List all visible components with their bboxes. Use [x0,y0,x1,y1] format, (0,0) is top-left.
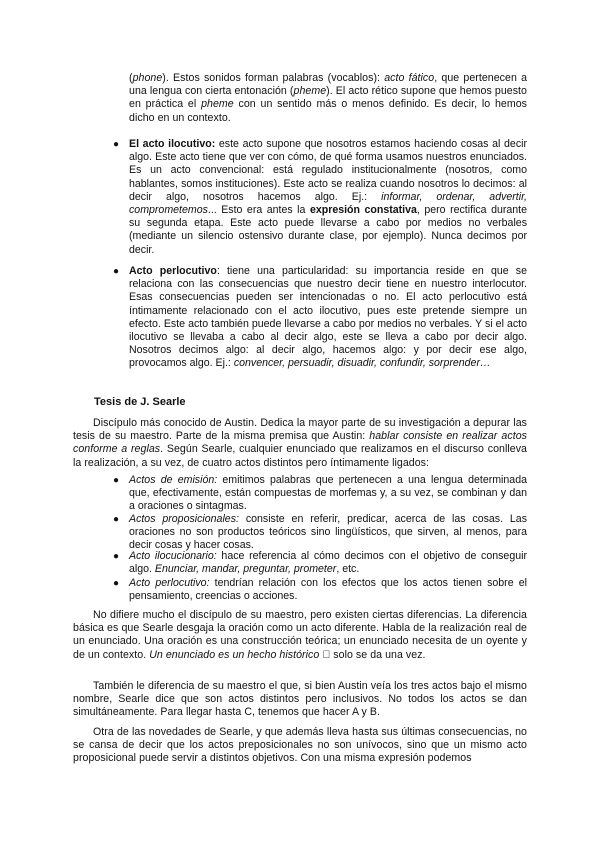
bullet-dot: ● [113,551,120,562]
bullet-perlocutionary-searle: Acto perlocutivo: tendrían relación con los efectos que los actos tienen sobre el pensamiento, creencias o acciones. [129,577,527,603]
paragraph-differences: No difiere mucho el discípulo de su maestro, pero existen ciertas diferencias. La diferencia básica es que Searle desgaja la oración como un acto diferente. Habla de la realización real de un enunciado. Una oración es una construcción teórica; un enunciado necesita de un oyente y de un contexto. Un enunciado es un hecho histórico solo se da una vez. [73,609,527,661]
bullet-propositional-acts: Actos proposicionales: consiste en referir, predicar, acerca de las cosas. Las oraciones no son productos teóricos sino lingüísticos, que sirven, al menos, para decir cosas y hacer cosas. [129,513,527,552]
section-heading: Tesis de J. Searle [94,396,186,408]
bullet-perlocutionary-act: Acto perlocutivo: tiene una particularidad: su importancia reside en que se relaciona con las consecuencias que nuestro decir tiene en nuestro interlocutor. Esas consecuencias pueden ser intencionadas o no. El acto perlocutivo está íntimamente relacionado con el acto ilocutivo, pues este pretende siempre un efecto. Este acto también puede llevarse a cabo por medios no verbales. Y si el acto ilocutivo se llevaba a cabo al decir algo, este se lleva a cabo por decir algo. Nosotros decimos algo: al decir algo, hacemos algo: y por decir ese algo, provocamos algo. Ej.: convencer, persuadir, disuadir, confundir, sorprender… [129,265,527,370]
bullet-dot: ● [113,578,120,589]
paragraph-inclusive-acts: También le diferencia de su maestro el que, si bien Austin veía los tres actos bajo el mismo nombre, Searle dice que son actos distintos pero inclusivos. No todos los actos se dan simultáneamente. Para llegar hasta C, tenemos que hacer A y B. [73,680,527,719]
bullet-dot: ● [113,266,120,277]
bullet-illocutionary-searle: Acto ilocucionario: hace referencia al cómo decimos con el objetivo de conseguir algo. Enunciar, mandar, preguntar, prometer, etc. [129,550,527,576]
paragraph-rhetic-act: (phone). Estos sonidos forman palabras (vocablos): acto fático, que pertenecen a una lengua con cierta entonación (pheme). El acto rético supone que hemos puesto en práctica el pheme con un sentido más o menos definido. Es decir, lo hemos dicho en un contexto. [129,72,528,124]
paragraph-searle-intro: Discípulo más conocido de Austin. Dedica la mayor parte de su investigación a depurar las tesis de su maestro. Parte de la misma premisa que Austin: hablar consiste en realizar actos conforme a reglas. Según Searle, cualquier enunciado que realizamos en el discurso conlleva la realización, a su vez, de cuatro actos distintos pero íntimamente ligados: [73,417,527,469]
paragraph-searle-novelties: Otra de las novedades de Searle, y que además lleva hasta sus últimas consecuencias, no se cansa de decir que los actos preposicionales no son unívocos, sino que un mismo acto proposicional puede servir a distintos objetivos. Con una misma expresión podemos [73,726,527,765]
bullet-dot: ● [113,139,120,150]
bullet-dot: ● [113,514,120,525]
bullet-illocutionary-act: El acto ilocutivo: este acto supone que nosotros estamos haciendo cosas al decir algo. Este acto tiene que ver con cómo, de qué forma usamos nuestros enunciados. Es un acto convencional: está regulado institucionalmente (nosotros, como hablantes, somos instituciones). Este acto se realiza cuando nosotros lo decimos: al decir algo, nosotros hacemos algo. Ej.: informar, ordenar, advertir, comprometemos... Esto era antes la expresión constativa, pero rectifica durante su segunda etapa. Este acto puede llevarse a cabo por medios no verbales (mediante un silencio ostensivo durante clase, por ejemplo). Nunca decimos por decir. [129,138,528,256]
bullet-emission-acts: Actos de emisión: emitimos palabras que pertenecen a una lengua determinada que, efectivamente, están compuestas de morfemas y, a su vez, se combinan y dan a oraciones o sintagmas. [129,474,527,513]
bullet-dot: ● [113,475,120,486]
